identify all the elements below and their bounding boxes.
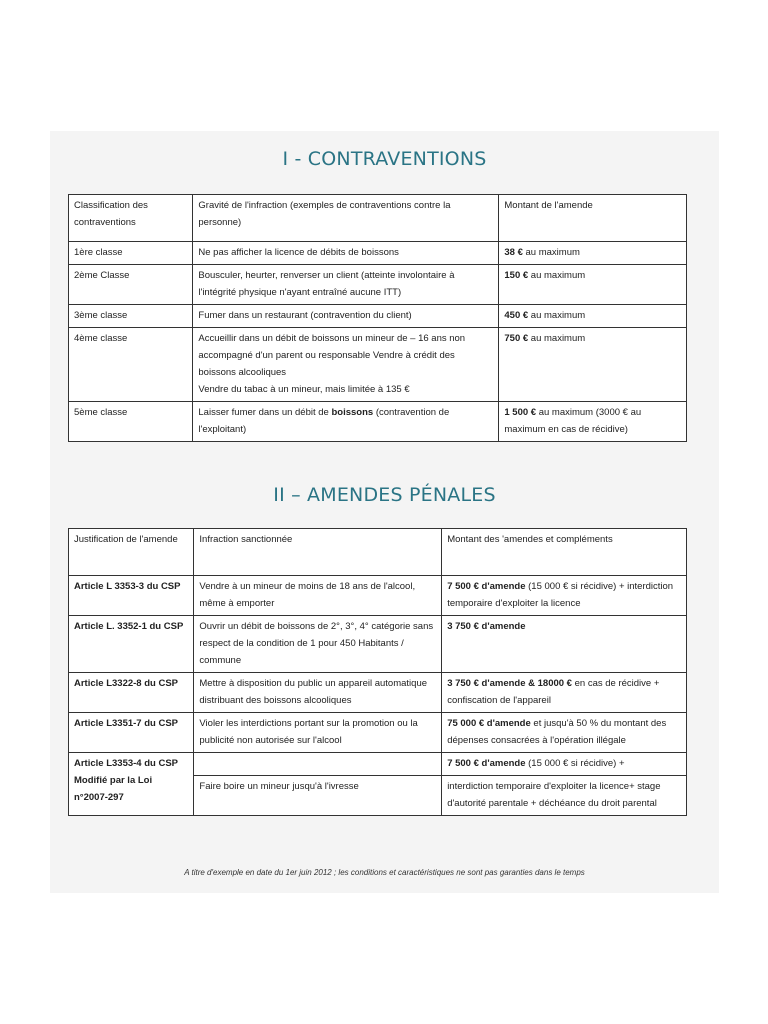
article-cell	[69, 576, 194, 616]
amount-cell	[442, 616, 687, 673]
table-row	[69, 713, 687, 753]
article-cell	[69, 713, 194, 753]
section-title-contraventions: I - CONTRAVENTIONS	[282, 148, 487, 170]
amount-value: 3 750 € d'amende & 18000 €	[447, 678, 572, 689]
amount-cell	[499, 305, 687, 328]
article-amendment: Modifié par la Loi n°2007-297	[74, 775, 153, 803]
amount-note: (15 000 € si récidive) + interdiction temporaire d'exploiter la licence	[447, 581, 674, 609]
amount-cell: interdiction temporaire d'exploiter la licence+ stage d'autorité parentale + déchéance du droit parental	[442, 776, 687, 816]
article-cell	[69, 753, 194, 816]
table-row	[69, 616, 687, 673]
header-cell: Classification des contraventions	[69, 195, 193, 242]
table-row	[69, 265, 687, 305]
article-ref: Article L3353-4 du CSP	[74, 758, 179, 769]
table-row	[69, 576, 687, 616]
amount-value: 38 €	[504, 247, 523, 258]
article-cell	[69, 673, 194, 713]
header-cell: Infraction sanctionnée	[194, 529, 442, 576]
header-cell: Gravité de l'infraction (exemples de contraventions contre la personne)	[193, 195, 499, 242]
header-cell: Montant des 'amendes et compléments	[442, 529, 687, 576]
amount-cell	[499, 265, 687, 305]
infraction-cell: Violer les interdictions portant sur la promotion ou la publicité non autorisée sur l'alcool	[194, 713, 442, 753]
amount-value: 3 750 € d'amende	[447, 621, 526, 632]
class-cell: 4ème classe	[69, 328, 193, 402]
article-ref: Article L. 3352-1 du CSP	[74, 621, 184, 632]
amount-value: 7 500 € d'amende	[447, 758, 526, 769]
amount-value: 7 500 € d'amende	[447, 581, 526, 592]
contraventions-table	[68, 194, 687, 442]
infraction-cell: Bousculer, heurter, renverser un client (atteinte involontaire à l'intégrité physique n'ayant entraîné aucune ITT)	[193, 265, 499, 305]
article-ref: Article L3322-8 du CSP	[74, 678, 179, 689]
amount-note: en cas de récidive + confiscation de l'appareil	[447, 678, 660, 706]
amount-cell	[499, 242, 687, 265]
amount-note: (15 000 € si récidive) +	[525, 758, 625, 769]
section-title-amendes-penales: II – AMENDES PÉNALES	[273, 484, 496, 506]
table-header-row	[69, 529, 687, 576]
amount-note: au maximum (3000 € au maximum en cas de récidive)	[504, 407, 642, 435]
article-cell	[69, 616, 194, 673]
infraction-line: Accueillir dans un débit de boissons un mineur de – 16 ans non accompagné d'un parent ou responsable Vendre à crédit des boissons alcooliques	[198, 333, 466, 378]
infraction-cell	[193, 402, 499, 442]
amount-value: 450 €	[504, 310, 529, 321]
class-cell: 2ème Classe	[69, 265, 193, 305]
amount-note: au maximum	[528, 333, 586, 344]
amount-note: au maximum	[528, 270, 586, 281]
table-row	[69, 402, 687, 442]
document-panel	[50, 131, 719, 893]
infraction-text: Laisser fumer dans un débit de	[198, 407, 332, 418]
class-cell: 1ère classe	[69, 242, 193, 265]
infraction-line: Vendre du tabac à un mineur, mais limitée à 135 €	[198, 384, 410, 395]
infraction-cell: Ouvrir un débit de boissons de 2°, 3°, 4° catégorie sans respect de la condition de 1 pour 450 Habitants / commune	[194, 616, 442, 673]
amount-cell	[442, 753, 687, 776]
infraction-emphasis: boissons	[331, 407, 374, 418]
article-ref: Article L3351-7 du CSP	[74, 718, 179, 729]
table-row	[69, 242, 687, 265]
class-cell: 5ème classe	[69, 402, 193, 442]
class-cell: 3ème classe	[69, 305, 193, 328]
table-row	[69, 673, 687, 713]
amount-value: 1 500 €	[504, 407, 537, 418]
amount-cell	[499, 402, 687, 442]
amount-cell	[442, 713, 687, 753]
table-header-row	[69, 195, 687, 242]
amount-note: au maximum	[522, 247, 580, 258]
header-cell: Montant de l'amende	[499, 195, 687, 242]
amount-note: au maximum	[528, 310, 586, 321]
infraction-text: (contravention de l'exploitant)	[198, 407, 450, 435]
amount-value: 75 000 € d'amende	[447, 718, 531, 729]
article-ref: Article L 3353-3 du CSP	[74, 581, 181, 592]
amount-value: 150 €	[504, 270, 529, 281]
amount-value: 750 €	[504, 333, 529, 344]
table-row	[69, 328, 687, 402]
infraction-cell: Mettre à disposition du public un appareil automatique distribuant des boissons alcooliques	[194, 673, 442, 713]
amount-cell	[442, 576, 687, 616]
infraction-cell	[193, 328, 499, 402]
amount-cell	[442, 673, 687, 713]
table-row	[69, 305, 687, 328]
table-row	[69, 753, 687, 776]
infraction-cell: Fumer dans un restaurant (contravention du client)	[193, 305, 499, 328]
amount-note: et jusqu'à 50 % du montant des dépenses consacrées à l'opération illégale	[447, 718, 667, 746]
infraction-cell: Vendre à un mineur de moins de 18 ans de l'alcool, même à emporter	[194, 576, 442, 616]
infraction-cell: Ne pas afficher la licence de débits de boissons	[193, 242, 499, 265]
infraction-cell-empty	[194, 753, 442, 776]
amount-cell	[499, 328, 687, 402]
infraction-cell: Faire boire un mineur jusqu'à l'ivresse	[194, 776, 442, 816]
footnote: A titre d'exemple en date du 1er juin 2012 ; les conditions et caractéristiques ne sont pas garanties dans le temps	[184, 868, 585, 877]
amendes-penales-table	[68, 528, 687, 816]
header-cell: Justification de l'amende	[69, 529, 194, 576]
